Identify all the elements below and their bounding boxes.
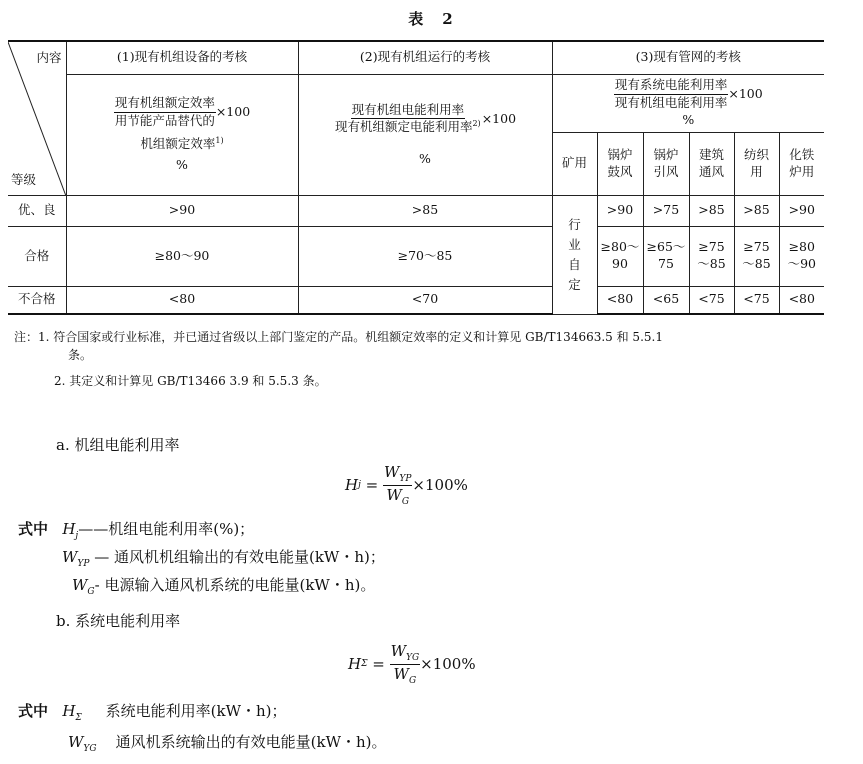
- col2-header: (2)现有机组运行的考核: [298, 41, 552, 74]
- val-cell: <80: [779, 286, 824, 314]
- col1-times: ×100: [215, 104, 251, 120]
- def-a2-sub: YP: [77, 559, 90, 569]
- def-b2-text: 通风机系统输出的有效电能量(kW・h)。: [115, 733, 387, 751]
- section-b-title: b. 系统电能利用率: [56, 612, 181, 630]
- c2-cell: ≥70～85: [298, 226, 552, 286]
- formula-b-den: W: [393, 664, 409, 683]
- col2-frac-den: 现有机组额定电能利用率: [334, 119, 473, 135]
- def-b1-sub: Σ: [75, 713, 82, 723]
- notes: [14, 328, 663, 390]
- grade-cell: 优、良: [8, 195, 66, 226]
- val-cell: ≥80～90: [597, 226, 643, 286]
- def-b1-text: 系统电能利用率(kW・h)；: [105, 702, 287, 720]
- formula-a-den-sub: G: [401, 496, 410, 507]
- def-b2-sub: YG: [83, 744, 97, 754]
- table-title: 表 2: [408, 10, 455, 28]
- def-a3-sub: G: [87, 587, 95, 597]
- mining-value: 行业自定: [568, 216, 581, 292]
- formula-a-lhs: H: [345, 476, 359, 495]
- corner-bottom-label: 等级: [11, 171, 37, 187]
- table-row: [8, 226, 824, 286]
- section-b-def-2: [68, 733, 387, 755]
- def-a1-sym: H: [62, 520, 76, 538]
- def-a3-sym: W: [72, 576, 88, 594]
- col2-unit: %: [419, 150, 431, 166]
- section-a-def-1: [18, 520, 254, 542]
- col2-times: ×100: [481, 110, 517, 126]
- formula-b-lhs: H: [348, 655, 362, 674]
- subheader-textile: 纺织用: [734, 132, 779, 195]
- formula-b-lhs-sub: Σ: [361, 658, 368, 669]
- formula-b-den-sub: G: [408, 675, 417, 686]
- c2-cell: >85: [298, 195, 552, 226]
- section-a-title: a. 机组电能利用率: [56, 436, 180, 454]
- subheader-cupola: 化铁炉用: [779, 132, 824, 195]
- col1-frac-num: 现有机组额定效率: [114, 95, 216, 113]
- val-cell: <75: [689, 286, 734, 314]
- val-cell: >90: [779, 195, 824, 226]
- def-b1-sym: H: [62, 702, 76, 720]
- c2-cell: <70: [298, 286, 552, 314]
- section-a-where: 式中: [18, 520, 49, 538]
- section-a-def-2: [62, 548, 385, 570]
- def-a1-sub: j: [75, 531, 79, 541]
- col2-formula: [298, 74, 552, 195]
- subheader-building-vent: 建筑通风: [689, 132, 734, 195]
- col1-line2: 机组额定效率: [140, 136, 216, 152]
- section-b-where: 式中: [18, 702, 49, 720]
- col1-sup: 1): [215, 135, 224, 145]
- col2-sup: 2): [472, 119, 481, 129]
- col3-unit: %: [682, 111, 695, 127]
- val-cell: ≥80～90: [779, 226, 824, 286]
- note-1a: 1. 符合国家或行业标准，并已通过省级以上部门鉴定的产品。机组额定效率的定义和计算见 GB/T134663.5 和 5.5.1: [38, 330, 663, 344]
- def-b2-sym: W: [68, 733, 84, 751]
- val-cell: >75: [643, 195, 689, 226]
- subheader-boiler-induced: 锅炉引风: [643, 132, 689, 195]
- formula-a-num: W: [384, 463, 400, 481]
- val-cell: ≥75～85: [689, 226, 734, 286]
- val-cell: <65: [643, 286, 689, 314]
- formula-a-num-sub: YP: [399, 474, 412, 484]
- formula-b: H Σ = $\frac{W_{YG}}{W_G}$ ×100%: [348, 642, 476, 686]
- col3-frac-num: 现有系统电能利用率: [614, 77, 729, 95]
- table-row: [8, 195, 824, 226]
- def-a1-text: ——机组电能利用率(%)；: [78, 520, 255, 538]
- col3-header: (3)现有管网的考核: [552, 41, 824, 74]
- col1-frac-den: 用节能产品替代的: [114, 113, 215, 129]
- grade-cell: 不合格: [8, 286, 66, 314]
- notes-prefix: 注：: [14, 330, 39, 344]
- subheader-mining: 矿用: [552, 132, 597, 195]
- def-a3-text: - 电源输入通风机系统的电能量(kW・h)。: [94, 576, 376, 594]
- mining-cell: [552, 195, 597, 314]
- section-a-def-3: [72, 576, 375, 598]
- formula-a: H j = $\frac{W_{YP}}{W_G}$ ×100%: [345, 463, 468, 507]
- formula-b-times: ×100%: [420, 655, 476, 674]
- section-b-def-1: [18, 702, 287, 724]
- formula-a-den: W: [386, 485, 402, 504]
- val-cell: ≥65～75: [643, 226, 689, 286]
- assessment-table: [8, 40, 824, 315]
- col1-unit: %: [176, 156, 188, 172]
- col3-frac-den: 现有机组电能利用率: [614, 95, 728, 111]
- col1-formula: [66, 74, 298, 195]
- col1-header: (1)现有机组设备的考核: [66, 41, 298, 74]
- val-cell: <75: [734, 286, 779, 314]
- corner-cell: [8, 41, 66, 195]
- formula-b-num-sub: YG: [406, 653, 420, 663]
- subheader-boiler-blower: 锅炉鼓风: [597, 132, 643, 195]
- grade-cell: 合格: [8, 226, 66, 286]
- c1-cell: >90: [66, 195, 298, 226]
- col3-formula: [552, 74, 824, 132]
- formula-b-num: W: [390, 642, 406, 660]
- val-cell: ≥75～85: [734, 226, 779, 286]
- def-a2-text: — 通风机机组输出的有效电能量(kW・h)；: [94, 548, 385, 566]
- c1-cell: ≥80～90: [66, 226, 298, 286]
- formula-a-lhs-sub: j: [358, 479, 361, 490]
- note-2: 2. 其定义和计算见 GB/T13466 3.9 和 5.5.3 条。: [54, 374, 327, 388]
- val-cell: <80: [597, 286, 643, 314]
- formula-a-times: ×100%: [412, 476, 468, 495]
- note-1b: 条。: [68, 348, 93, 362]
- def-a2-sym: W: [62, 548, 78, 566]
- table-row: [8, 286, 824, 314]
- col3-times: ×100: [728, 86, 763, 102]
- val-cell: >85: [689, 195, 734, 226]
- val-cell: >90: [597, 195, 643, 226]
- col2-frac-num: 现有机组电能利用率: [351, 102, 466, 120]
- c1-cell: <80: [66, 286, 298, 314]
- val-cell: >85: [734, 195, 779, 226]
- corner-top-label: 内容: [36, 50, 62, 65]
